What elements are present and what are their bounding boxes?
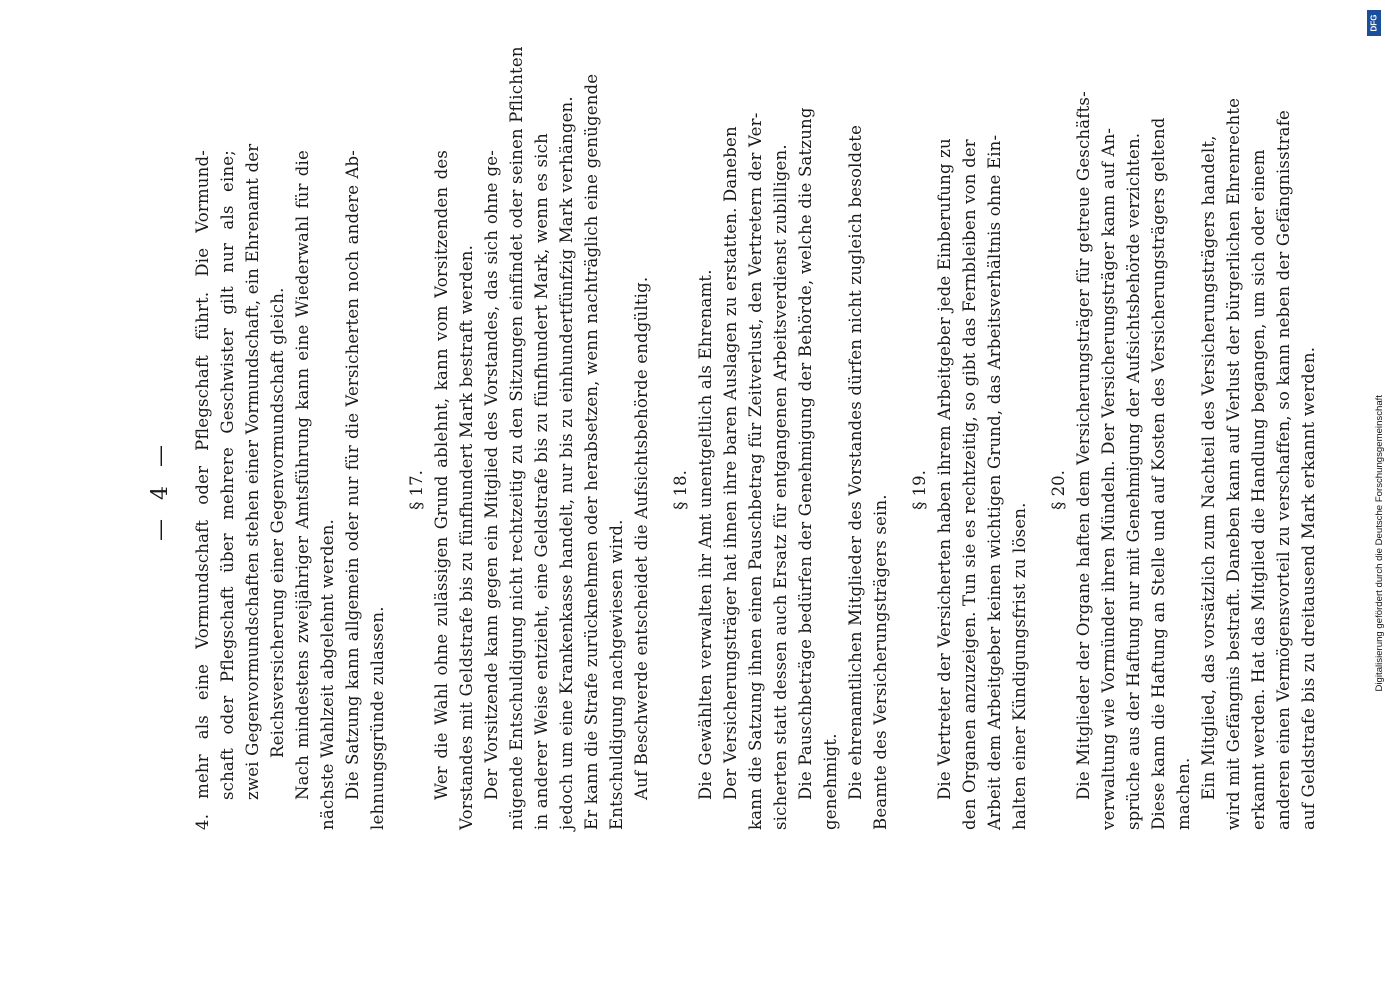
text-line: nügende Entschuldigung nicht rechtzeitig zu den Sitzungen einfindet oder seinen Pflichten xyxy=(507,46,526,830)
text-line: Die ehrenamtlichen Mitglieder des Vorstandes dürfen nicht zugleich besoldete xyxy=(846,124,865,800)
text-line: wird mit Gefängnis bestraft. Daneben kann auf Verlust der bürgerlichen Ehrenrechte xyxy=(1224,97,1243,830)
text-line: lehnungsgründe zulassen. xyxy=(368,606,387,830)
rotated-text-block xyxy=(148,46,1318,830)
text-line: genehmigt. xyxy=(821,733,840,830)
text-line: Die Gewählten verwalten ihr Amt unentgeltlich als Ehrenamt. xyxy=(696,269,715,800)
text-line: schaft oder Pflegschaft über mehrere Geschwister gilt nur als eine; xyxy=(218,150,237,800)
text-line: Auf Beschwerde entscheidet die Aufsichtsbehörde endgültig. xyxy=(632,276,651,800)
text-line: Der Vorsitzende kann gegen ein Mitglied des Vorstandes, das sich ohne ge- xyxy=(482,150,501,800)
text-line: jedoch um eine Krankenkasse handelt, nur bis zu einhundertfünfzig Mark verhängen. xyxy=(557,96,576,830)
section-heading: § 18. xyxy=(671,470,690,510)
funding-note: Digitalisierung gefördert durch die Deutsche Forschungsgemeinschaft xyxy=(1374,395,1385,692)
page-number: — 4 — xyxy=(148,439,173,541)
text-line: in anderer Weise entzieht, eine Geldstrafe bis zu fünfhundert Mark, wenn es sich xyxy=(532,133,551,830)
text-line: den Organen anzuzeigen. Tun sie es rechtzeitig, so gibt das Fernbleiben von der xyxy=(960,139,979,830)
text-line: zwei Gegenvormundschaften stehen einer Vormundschaft, ein Ehrenamt der xyxy=(243,143,262,800)
text-line: erkannt werden. Hat das Mitglied die Handlung begangen, um sich oder einem xyxy=(1249,149,1268,830)
section-heading: § 17. xyxy=(407,470,426,510)
text-line: auf Geldstrafe bis zu dreitausend Mark erkannt werden. xyxy=(1299,346,1318,830)
page-body xyxy=(190,46,1321,830)
text-line: Die Satzung kann allgemein oder nur für die Versicherten noch andere Ab- xyxy=(343,150,362,800)
text-line: Ein Mitglied, das vorsätzlich zum Nachteil des Versicherungsträgers handelt, xyxy=(1199,135,1218,800)
text-line: Vorstandes mit Geldstrafe bis zu fünfhundert Mark bestraft werden. xyxy=(457,244,476,830)
section-heading: § 19. xyxy=(910,470,929,510)
text-line: Arbeit dem Arbeitgeber keinen wichtigen Grund, das Arbeitsverhältnis ohne Ein- xyxy=(985,134,1004,830)
text-line: Er kann die Strafe zurücknehmen oder herabsetzen, wenn nachträglich eine genügende xyxy=(582,73,601,830)
text-line: anderen einen Vermögensvorteil zu verschaffen, so kann neben der Gefängnisstrafe xyxy=(1274,110,1293,830)
text-line: Entschuldigung nachgewiesen wird. xyxy=(607,519,626,830)
text-line: 4. mehr als eine Vormundschaft oder Pflegschaft führt. Die Vormund- xyxy=(193,150,212,830)
text-line: Diese kann die Haftung an Stelle und auf Kosten des Versicherungsträgers geltend xyxy=(1149,117,1168,830)
text-line: Wer die Wahl ohne zulässigen Grund ablehnt, kann vom Vorsitzenden des xyxy=(432,150,451,800)
text-line: Die Vertreter der Versicherten haben ihrem Arbeitgeber jede Einberufung zu xyxy=(935,138,954,800)
text-line: Der Versicherungsträger hat ihnen ihre baren Auslagen zu erstatten. Daneben xyxy=(721,126,740,800)
text-line: nächste Wahlzeit abgelehnt werden. xyxy=(318,519,337,830)
dfg-logo-text: DFG xyxy=(1369,14,1379,32)
text-line: verwaltung wie Vormünder ihren Mündeln. Der Versicherungsträger kann auf An- xyxy=(1099,127,1118,830)
text-line: Die Pauschbeträge bedürfen der Genehmigung der Behörde, welche die Satzung xyxy=(796,107,815,800)
text-line: Die Mitglieder der Organe haften dem Versicherungsträger für getreue Geschäfts- xyxy=(1074,91,1093,800)
dfg-logo xyxy=(1367,10,1381,36)
text-line: sprüche aus der Haftung nur mit Genehmigung der Aufsichtsbehörde verzichten. xyxy=(1124,132,1143,830)
text-line: sicherten statt dessen auch Ersatz für entgangenen Arbeitsverdienst zubilligen. xyxy=(771,144,790,830)
text-line: Nach mindestens zweijähriger Amtsführung kann eine Wiederwahl für die xyxy=(293,150,312,800)
text-line: Beamte des Versicherungsträgers sein. xyxy=(871,494,890,830)
section-heading: § 20. xyxy=(1049,470,1068,510)
text-line: machen. xyxy=(1174,757,1193,830)
text-line: halten einer Kündigungsfrist zu lösen. xyxy=(1010,502,1029,830)
text-line: Reichsversicherung einer Gegenvormundschaft gleich. xyxy=(268,287,287,758)
text-line: kann die Satzung ihnen einen Pauschbetrag für Zeitverlust, den Vertretern der Ver- xyxy=(746,112,765,830)
